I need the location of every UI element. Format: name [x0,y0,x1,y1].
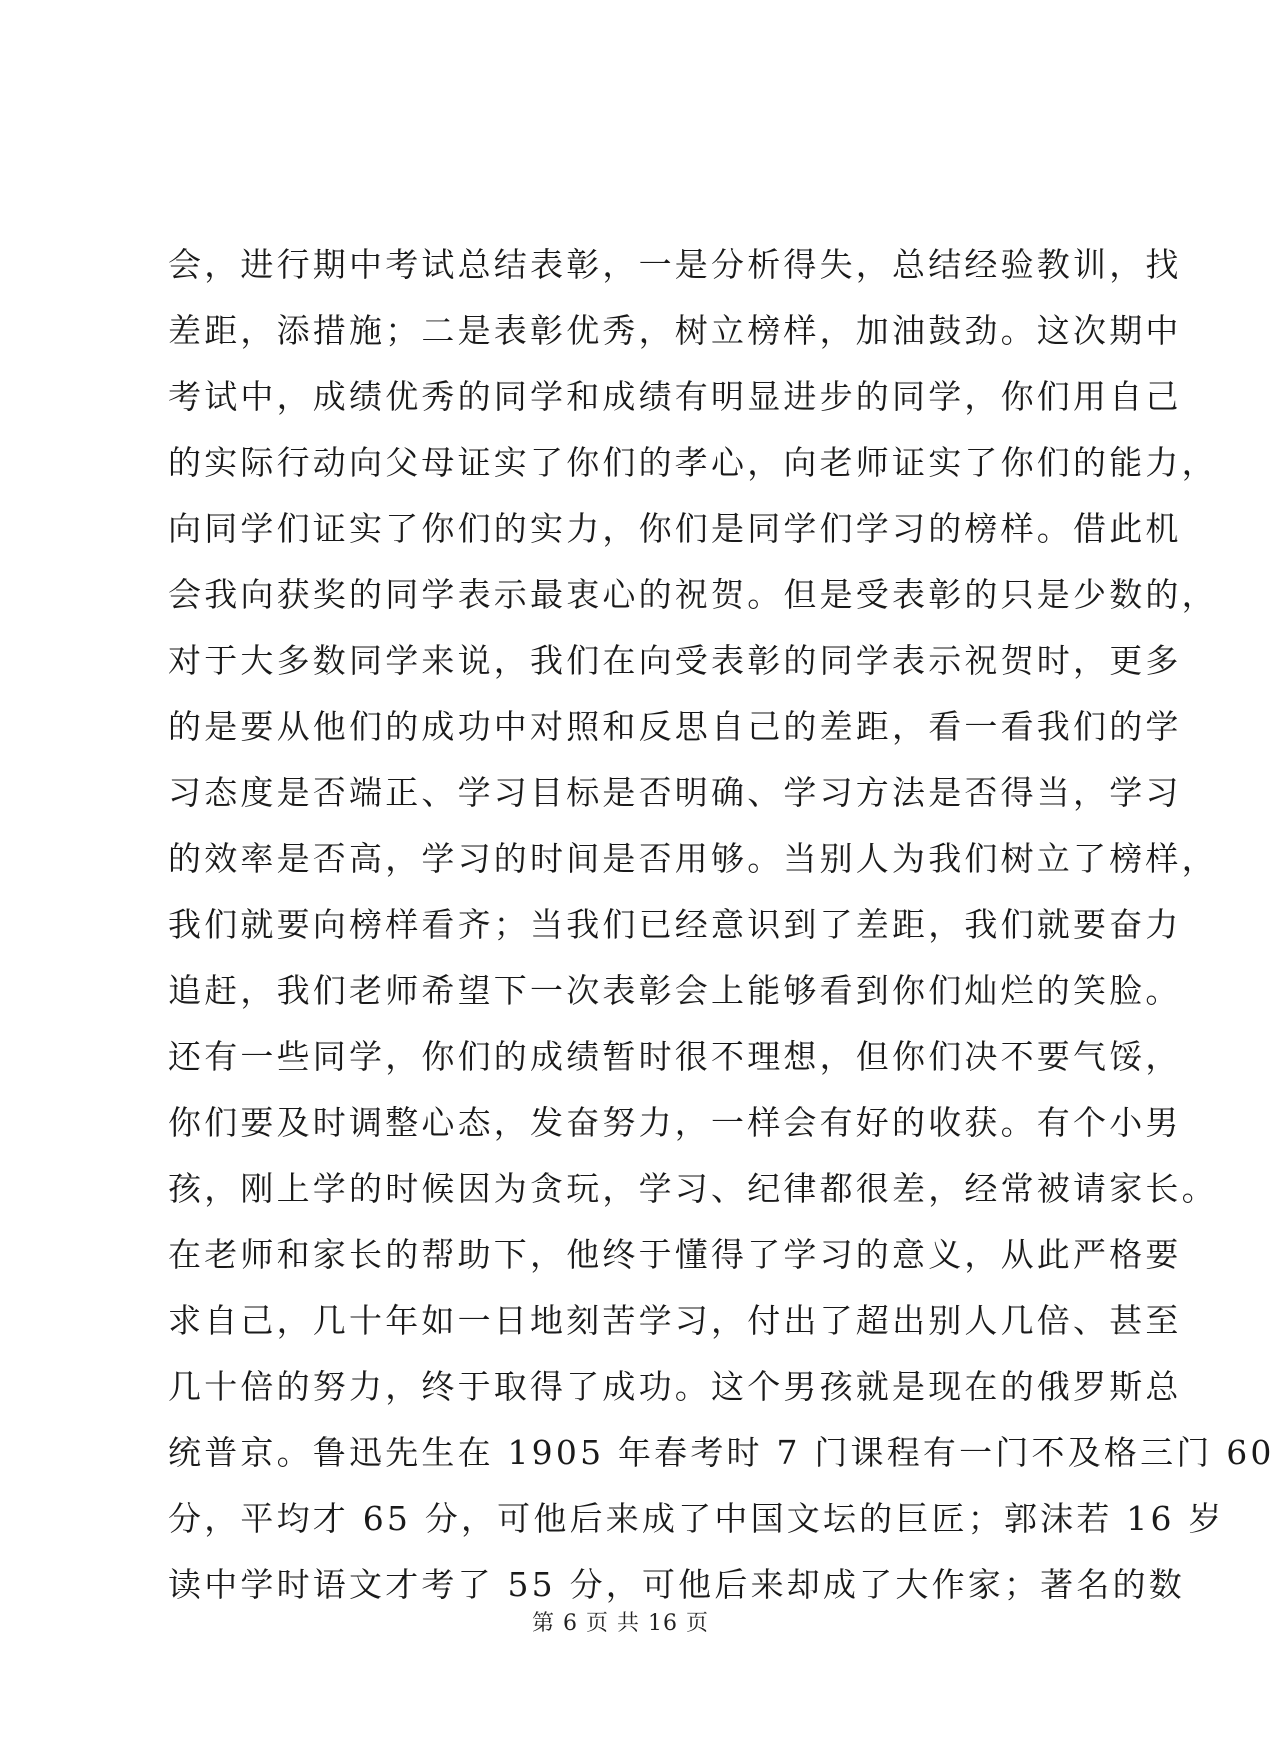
text-line: 求自己，几十年如一日地刻苦学习，付出了超出别人几倍、甚至 [168,1301,1182,1340]
text-line: 的实际行动向父母证实了你们的孝心，向老师证实了你们的能力， [168,443,1218,482]
text-line: 在老师和家长的帮助下，他终于懂得了学习的意义，从此严格要 [168,1235,1182,1274]
text-line: 追赶，我们老师希望下一次表彰会上能够看到你们灿烂的笑脸。 [168,971,1182,1010]
text-line: 会我向获奖的同学表示最衷心的祝贺。但是受表彰的只是少数的， [168,575,1218,614]
text-line: 的效率是否高，学习的时间是否用够。当别人为我们树立了榜样， [168,839,1218,878]
text-line: 的是要从他们的成功中对照和反思自己的差距，看一看我们的学 [168,707,1182,746]
text-line: 差距，添措施；二是表彰优秀，树立榜样，加油鼓劲。这次期中 [168,311,1182,350]
text-line: 考试中，成绩优秀的同学和成绩有明显进步的同学，你们用自己 [168,377,1182,416]
page-footer: 第 6 页 共 16 页 [532,1611,709,1636]
text-line: 会，进行期中考试总结表彰，一是分析得失，总结经验教训，找 [168,245,1182,284]
text-line: 孩，刚上学的时候因为贪玩，学习、纪律都很差，经常被请家长。 [168,1169,1218,1208]
text-line: 习态度是否端正、学习目标是否明确、学习方法是否得当，学习 [168,773,1182,812]
text-line: 分，平均才 65 分，可他后来成了中国文坛的巨匠；郭沫若 16 岁 [168,1499,1225,1538]
text-line: 向同学们证实了你们的实力，你们是同学们学习的榜样。借此机 [168,509,1182,548]
text-line: 对于大多数同学来说，我们在向受表彰的同学表示祝贺时，更多 [168,641,1182,680]
body-text [168,232,1275,1618]
text-line: 统普京。鲁迅先生在 1905 年春考时 7 门课程有一门不及格三门 60 [168,1433,1275,1472]
text-line: 读中学时语文才考了 55 分，可他后来却成了大作家；著名的数 [168,1565,1185,1604]
text-line: 几十倍的努力，终于取得了成功。这个男孩就是现在的俄罗斯总 [168,1367,1182,1406]
text-line: 还有一些同学，你们的成绩暂时很不理想，但你们决不要气馁， [168,1037,1182,1076]
text-line: 你们要及时调整心态，发奋努力，一样会有好的收获。有个小男 [168,1103,1182,1142]
text-line: 我们就要向榜样看齐；当我们已经意识到了差距，我们就要奋力 [168,905,1182,944]
